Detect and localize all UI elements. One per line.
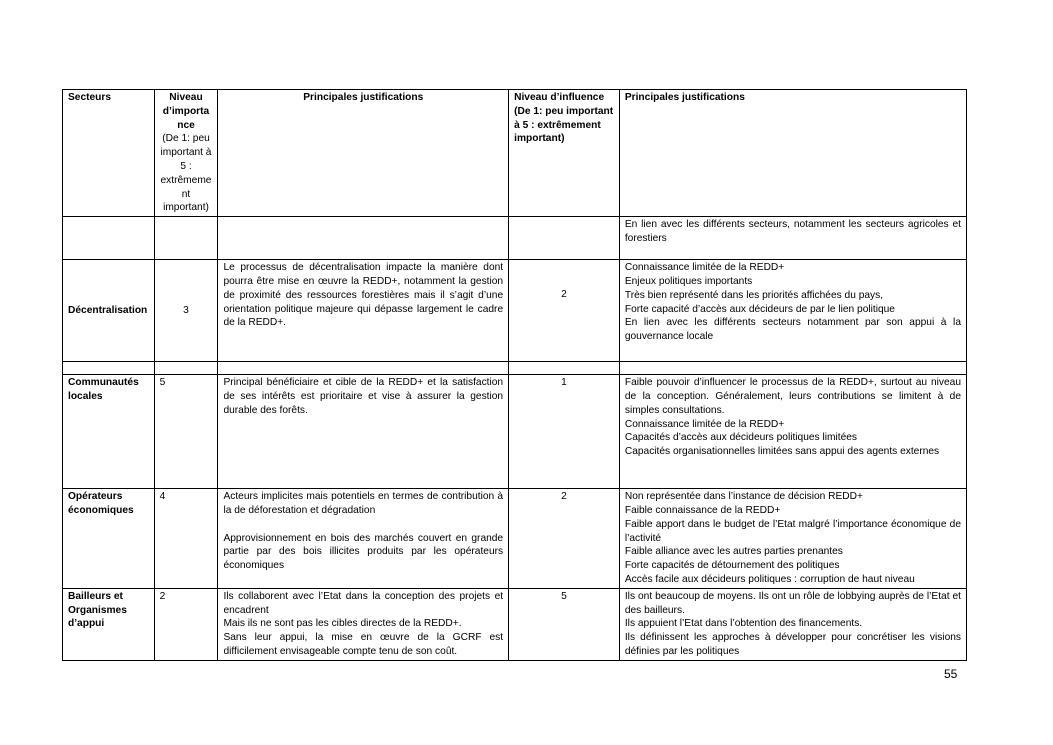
influence-operateurs: 2 — [509, 489, 620, 589]
list-item: Faible alliance avec les autres parties prenantes — [624, 546, 843, 558]
header-importance — [154, 90, 218, 217]
sector-communautes: Communautés locales — [63, 375, 155, 489]
list-item: Faible connaissance de la REDD+ — [624, 504, 781, 516]
list-item: En lien avec les différents secteurs notamment par son appui à la gouvernance locale — [624, 317, 961, 343]
influence-justif-decentralisation — [619, 260, 966, 362]
sector-bailleurs: Bailleurs et Organismes d’appui — [63, 588, 155, 660]
list-item: Sans leur appui, la mise en œuvre de la GCRF est difficilement envisageable compte tenu de son coût. — [223, 632, 504, 657]
list-item: Très bien représenté dans les priorités affichées du pays, — [624, 289, 884, 301]
header-importance-scale: (De 1: peu important à 5 : extrêmeme nt important) — [160, 133, 212, 214]
header-justifications-1: Principales justifications — [218, 90, 509, 217]
importance-decentralisation: 3 — [154, 260, 218, 362]
empty-cell — [63, 217, 155, 260]
list-item: Connaissance limitée de la REDD+ — [624, 262, 785, 274]
list-item: Connaissance limitée de la REDD+ — [624, 418, 785, 430]
header-secteurs: Secteurs — [63, 90, 155, 217]
table-row-decentralisation — [63, 260, 967, 362]
list-item: Ils ont beaucoup de moyens. Ils ont un rôle de lobbying auprès de l’Etat et des bailleurs. — [624, 590, 961, 616]
header-justifications-2: Principales justifications — [619, 90, 966, 217]
paragraph-gap — [223, 518, 503, 532]
importance-operateurs: 4 — [154, 489, 218, 589]
justif-bailleurs — [218, 588, 509, 660]
influence-justif-operateurs — [619, 489, 966, 589]
page-number: 55 — [944, 667, 958, 681]
justif-communautes: Principal bénéficiaire et cible de la REDD+ et la satisfaction de ses intérêts est prioritaire et vise à assurer la gestion durable des forêts. — [218, 375, 509, 489]
paragraph: Approvisionnement en bois des marchés couvert en grande partie par des bois illicites produits par les opérateurs économiques — [223, 532, 504, 572]
header-influence: Niveau d’influence (De 1: peu important à 5 : extrêmement important) — [509, 90, 620, 217]
influence-justif-bailleurs — [619, 588, 966, 660]
importance-communautes: 5 — [154, 375, 218, 489]
list-item: Faible pouvoir d’influencer le processus de la REDD+, surtout au niveau de la conception. Généralement, leurs contributions se limitent à de simples consultations. — [624, 377, 961, 416]
list-item: Accès facile aux décideurs politiques : corruption de haut niveau — [624, 573, 915, 585]
justif-decentralisation: Le processus de décentralisation impacte la manière dont pourra être mise en œuvre la REDD+, notamment la gestion de proximité des ressources forestières mais il s’agit d’une orientation politique majeure qui dépasse largement le cadre de la REDD+. — [218, 260, 509, 362]
influence-decentralisation: 2 — [509, 260, 620, 362]
empty-cell — [509, 362, 620, 375]
importance-bailleurs: 2 — [154, 588, 218, 660]
table-row-bailleurs — [63, 588, 967, 660]
table-row-operateurs — [63, 489, 967, 589]
table-row — [63, 217, 967, 260]
list-item: Faible apport dans le budget de l’Etat malgré l’importance économique de l’activité — [624, 518, 961, 544]
list-item: Capacités d’accès aux décideurs politiques limitées — [624, 432, 858, 444]
stakeholder-table — [62, 89, 967, 661]
continuation-text: En lien avec les différents secteurs, notamment les secteurs agricoles et forestiers — [619, 217, 966, 260]
header-importance-title: Niveau d’importa nce — [162, 92, 210, 131]
empty-cell — [63, 362, 155, 375]
list-item: Forte capacité d’accès aux décideurs de par le lien politique — [624, 303, 895, 315]
list-item: Capacités organisationnelles limitées sans appui des agents externes — [624, 446, 940, 458]
empty-cell — [509, 217, 620, 260]
list-item: Mais ils ne sont pas les cibles directes de la REDD+. — [223, 618, 462, 630]
influence-justif-communautes — [619, 375, 966, 489]
empty-cell — [619, 362, 966, 375]
list-item: Ils collaborent avec l’Etat dans la conception des projets et encadrent — [223, 590, 504, 616]
influence-bailleurs: 5 — [509, 588, 620, 660]
list-item: Ils appuient l’Etat dans l’obtention des financements. — [624, 618, 863, 630]
paragraph: Acteurs implicites mais potentiels en termes de contribution à la de déforestation et dégradation — [223, 491, 504, 516]
sector-decentralisation: Décentralisation — [63, 260, 155, 362]
list-item: Ils définissent les approches à développer pour concrétiser les visions définies par les politiques — [624, 632, 961, 657]
justif-operateurs — [218, 489, 509, 589]
list-item: Non représentée dans l’instance de décision REDD+ — [624, 491, 863, 503]
empty-cell — [218, 217, 509, 260]
list-item: Forte capacités de détournement des politiques — [624, 560, 840, 572]
spacer-row — [63, 362, 967, 375]
empty-cell — [154, 217, 218, 260]
table-row-communautes — [63, 375, 967, 489]
influence-communautes: 1 — [509, 375, 620, 489]
empty-cell — [154, 362, 218, 375]
empty-cell — [218, 362, 509, 375]
list-item: Enjeux politiques importants — [624, 275, 753, 287]
sector-operateurs: Opérateurs économiques — [63, 489, 155, 589]
table-header-row — [63, 90, 967, 217]
